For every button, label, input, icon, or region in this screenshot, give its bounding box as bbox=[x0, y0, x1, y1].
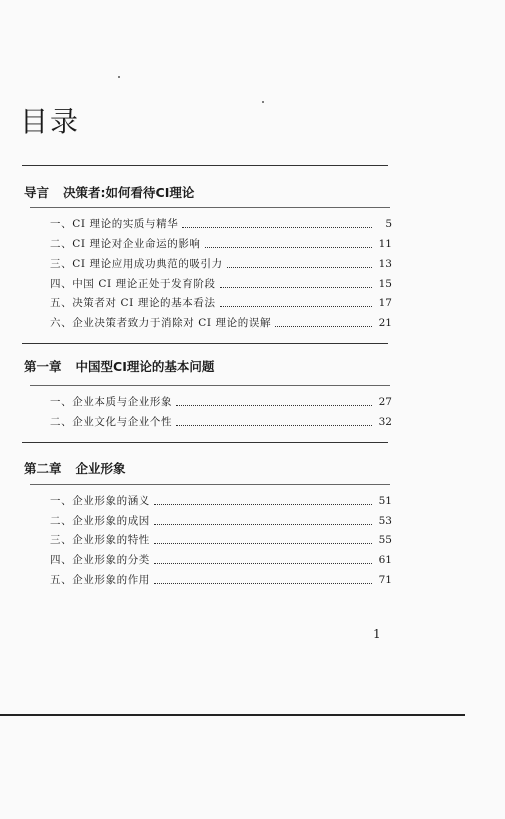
leader-dots bbox=[275, 317, 372, 327]
chapter-title: 中国型CI理论的基本问题 bbox=[75, 359, 215, 374]
toc-entry bbox=[50, 533, 392, 547]
chapter-number: 第二章 bbox=[24, 461, 62, 476]
leader-dots bbox=[154, 495, 372, 505]
scan-edge-line bbox=[0, 714, 465, 716]
divider bbox=[30, 484, 390, 485]
toc-entry bbox=[50, 573, 392, 587]
page-folio: 1 bbox=[373, 627, 381, 641]
entry-text: 一、企业本质与企业形象 bbox=[50, 396, 173, 408]
leader-dots bbox=[154, 515, 372, 525]
page-number: 27 bbox=[378, 396, 392, 408]
chapter-heading-2 bbox=[24, 459, 126, 477]
toc-entry bbox=[50, 553, 392, 567]
scan-speck bbox=[262, 101, 264, 103]
chapter-heading-intro bbox=[24, 183, 194, 201]
divider bbox=[30, 385, 390, 386]
entry-text: 二、企业形象的成因 bbox=[50, 515, 150, 527]
page-number: 55 bbox=[378, 534, 392, 546]
chapter-number: 导言 bbox=[24, 185, 50, 200]
toc-entry bbox=[50, 296, 392, 310]
toc-entry bbox=[50, 257, 392, 271]
entry-text: 四、企业形象的分类 bbox=[50, 554, 150, 566]
scan-speck bbox=[118, 76, 120, 78]
entry-text: 五、企业形象的作用 bbox=[50, 574, 150, 586]
toc-entry bbox=[50, 415, 392, 429]
divider bbox=[22, 165, 388, 166]
page-number: 51 bbox=[378, 495, 392, 507]
entry-text: 三、CI 理论应用成功典范的吸引力 bbox=[50, 258, 223, 270]
toc-entry bbox=[50, 316, 392, 330]
page-number: 15 bbox=[378, 278, 392, 290]
divider bbox=[30, 207, 390, 208]
leader-dots bbox=[182, 218, 372, 228]
page-title: 目录 bbox=[20, 105, 81, 138]
leader-dots bbox=[176, 396, 372, 406]
page-number: 17 bbox=[378, 297, 392, 309]
divider bbox=[22, 343, 388, 344]
entry-text: 六、企业决策者致力于消除对 CI 理论的误解 bbox=[50, 317, 272, 329]
chapter-number: 第一章 bbox=[24, 359, 62, 374]
leader-dots bbox=[227, 258, 372, 268]
page-number: 53 bbox=[378, 515, 392, 527]
page-number: 32 bbox=[378, 416, 392, 428]
page-number: 21 bbox=[378, 317, 392, 329]
leader-dots bbox=[205, 238, 372, 248]
leader-dots bbox=[154, 554, 372, 564]
entry-text: 五、决策者对 CI 理论的基本看法 bbox=[50, 297, 216, 309]
divider bbox=[22, 442, 388, 443]
page-number: 71 bbox=[378, 574, 392, 586]
toc-entry bbox=[50, 395, 392, 409]
toc-entry bbox=[50, 237, 392, 251]
chapter-title: 决策者:如何看待CI理论 bbox=[63, 185, 195, 200]
entry-text: 二、企业文化与企业个性 bbox=[50, 416, 173, 428]
toc-entry bbox=[50, 217, 392, 231]
entry-text: 四、中国 CI 理论正处于发育阶段 bbox=[50, 278, 216, 290]
entry-text: 三、企业形象的特性 bbox=[50, 534, 150, 546]
entry-text: 二、CI 理论对企业命运的影响 bbox=[50, 238, 201, 250]
leader-dots bbox=[154, 534, 372, 544]
toc-entry bbox=[50, 277, 392, 291]
leader-dots bbox=[220, 297, 372, 307]
toc-entry bbox=[50, 514, 392, 528]
leader-dots bbox=[154, 574, 372, 584]
page-number: 61 bbox=[378, 554, 392, 566]
entry-text: 一、CI 理论的实质与精华 bbox=[50, 218, 179, 230]
entry-text: 一、企业形象的涵义 bbox=[50, 495, 150, 507]
chapter-title: 企业形象 bbox=[75, 461, 126, 476]
leader-dots bbox=[220, 278, 372, 288]
toc-entry bbox=[50, 494, 392, 508]
page-number: 11 bbox=[378, 238, 392, 250]
page-number: 5 bbox=[385, 218, 392, 230]
chapter-heading-1 bbox=[24, 357, 214, 375]
page-number: 13 bbox=[378, 258, 392, 270]
leader-dots bbox=[176, 416, 372, 426]
